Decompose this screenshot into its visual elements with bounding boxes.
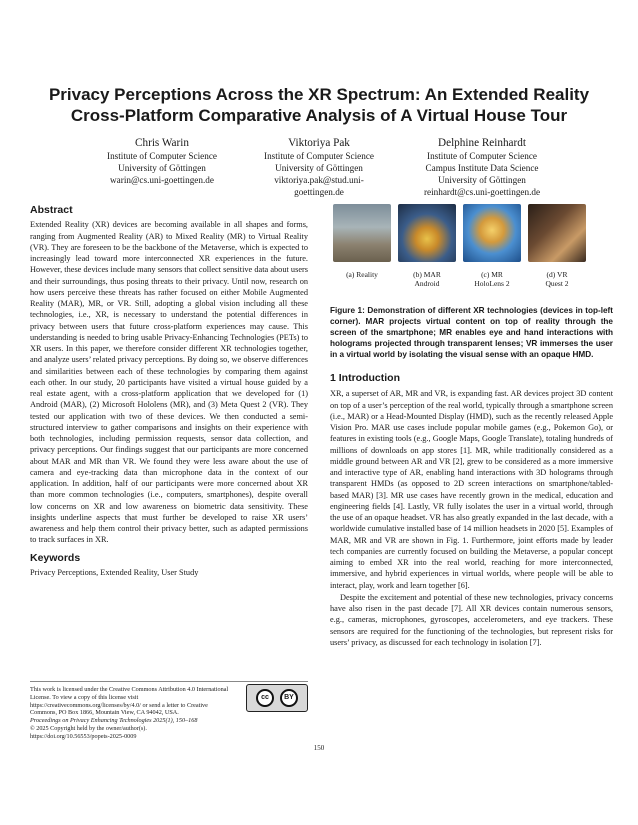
journal-line: Proceedings on Privacy Enhancing Technologies 2025(1), 150–168 [30, 717, 198, 725]
figure-panel [398, 204, 456, 288]
abstract-body: Extended Reality (XR) devices are becoming available in all shapes and forms, ranging from Augmented Reality (AR) to Mixed Reality (MR) to Virtual Reality (VR). They are foreseen to be the backbone of the Metaverse, which is expected to increasingly lead toward more interconnected XR experiences in the future. However, these devices include many sensors that collect sensitive data about users and their surroundings, thus posing threats to their privacy. Until now, research on how users perceive these threats has rather focused on either Mobile Augmented Reality (MAR), MR, or VR. Still, adopting a global vision including all these technologies, i.e., XR, is necessary to understand the potential differences in privacy between users that future cross-platform experiences may cause. This understanding is needed to bring usable Privacy-Enhancing Technologies (PETs) to XR users. In this paper, we therefore consider different XR technologies together, and analyze users’ related privacy perceptions. By doing so, we observe differences and similarities between each of these technologies by comparing them against each other. In our study, 20 participants have visited a virtual house guided by a real estate agent, with a cross-platform application that we developed for (1) Android (MAR), (2) Microsoft Hololens (MR), and (3) Meta Quest 2 (VR). They tested our application with two of these devices. We then conducted a semi-structured interview to gather comparisons and insights on their experience with both technologies, including permission requests, sensor data collection, and privacy perceptions. Our findings suggest that our participants are more concerned about MAR and MR than VR. We found they were less aware about the use of camera and eye-tracking data than microphone data in the context of our application. In addition, half of our participants were more concerned about XR than more common technologies (i.e., computers, smartphones), despite overall low concerns on XR and low awareness on biometric data sensitivity. These insights underline aspects that must further be developed to raise XR users’ awareness and help them control their privacy better, such as adapted permissions to track surfaces in XR. [30, 220, 308, 545]
intro-paragraph: Despite the excitement and potential of these new technologies, privacy concerns have also risen in the past decade [7]. All XR devices contain numerous sensors, e.g., cameras, microphones, gyroscopes, accelerometers, and eye trackers. These sensors are required for the functioning of the technologies, but represent risks for users’ privacy, as discussed for each technology in isolation [7]. [330, 592, 613, 647]
author-affiliation: University of Göttingen [275, 163, 363, 173]
mar-photo [398, 204, 456, 262]
author-affiliation: University of Göttingen [438, 175, 526, 185]
figure-label: (d) VR Quest 2 [545, 270, 569, 288]
paper-title [30, 84, 608, 126]
author-name: Viktoriya Pak [288, 137, 350, 149]
page-number: 150 [313, 744, 325, 752]
author-email: warin@cs.uni-goettingen.de [110, 175, 214, 185]
figure-panel [528, 204, 586, 288]
author-block [229, 136, 409, 198]
figure-panel [463, 204, 521, 288]
author-email: viktoriya.pak@stud.uni- [274, 175, 364, 185]
license-block [30, 681, 308, 741]
intro-paragraph: XR, a superset of AR, MR and VR, is expanding fast. AR devices project 3D content on top of a user’s perception of the real world, typically through a smartphone screen (i.e., MAR) or a Head-Mounted Display (HMD), such as the recently released Apple Vision Pro. MAR use cases include popular mobile games (e.g., Pokemon Go), or features in existing tools (e.g., Google Maps, Google Translate), totaling hundreds of millions of downloads on app stores [1]. MR, while traditionally considered as a middle ground between AR and VR [2], grew to be considered as a more immersive and interactive type of AR, enabling hand interactions with 3D holograms through transparent HMDs (as opposed to 2D screen interactions on smartphone/tabled-based MAR) [3]. MR use cases have recently grown in the medical, education and engineering fields [4]. Lastly, VR fully isolates the user in a virtual world, through the use of an opaque headset. VR has also greatly expanded in the last decade, with a worldwide cumulative installed base of 14 million headsets in 2020 [5]. Examples of MAR, MR and VR are shown in Fig. 1. Furthermore, joint efforts made by leader tech companies are currently focused on building the Metaverse, a popular concept aiming to embed XR into the real world, reaching for more interconnected, immersive, and hybrid experiences in virtual worlds, where people will be able to interact, play, work and learn together [6]. [330, 389, 613, 590]
abstract-heading: Abstract [30, 204, 73, 216]
figure-label: (a) Reality [346, 270, 378, 279]
author-block [392, 136, 572, 198]
figure-caption: Figure 1: Demonstration of different XR technologies (devices in top-left corner). MAR projects virtual content on top of reality through the screen of the smartphone; MR enables eye and hand interactions with holograms projected through transparent lenses; VR immerses the user in a virtual world by isolating the visual sense with an opaque HMD. [330, 306, 613, 359]
figure-label: (b) MAR Android [413, 270, 441, 288]
figure-panel [333, 204, 391, 279]
intro-heading: 1 Introduction [330, 372, 400, 384]
mr-photo [463, 204, 521, 262]
copyright-line: © 2025 Copyright held by the owner/author(s). [30, 724, 147, 732]
doi-link[interactable]: https://doi.org/10.56553/popets-2025-0009 [30, 732, 137, 740]
figure-label: (c) MR HoloLens 2 [474, 270, 510, 288]
left-column [30, 205, 308, 579]
author-affiliation: University of Göttingen [118, 163, 206, 173]
right-column [330, 373, 613, 649]
cc-by-badge[interactable] [246, 684, 308, 712]
author-email: reinhardt@cs.uni-goettingen.de [423, 187, 541, 197]
keywords-heading: Keywords [30, 551, 81, 564]
author-affiliation: Campus Institute Data Science [425, 163, 539, 173]
author-affiliation: Institute of Computer Science [427, 151, 537, 161]
author-email: goettingen.de [294, 187, 344, 197]
cc-icon: cc [256, 689, 274, 707]
vr-photo [528, 204, 586, 262]
keywords-body: Privacy Perceptions, Extended Reality, User Study [30, 567, 199, 577]
author-affiliation: Institute of Computer Science [264, 151, 374, 161]
title-line-1: Privacy Perceptions Across the XR Spectrum: An Extended Reality [48, 85, 590, 104]
title-line-2: Cross-Platform Comparative Analysis of A Virtual House Tour [70, 106, 568, 125]
author-name: Delphine Reinhardt [438, 137, 526, 149]
figure-row [330, 204, 613, 294]
reality-photo [333, 204, 391, 262]
person-icon: BY [280, 689, 298, 707]
author-name: Chris Warin [135, 137, 189, 149]
author-affiliation: Institute of Computer Science [107, 151, 217, 161]
license-text: This work is licensed under the Creative Commons Attribution 4.0 International License. To view a copy of this license visit https://creativecommons.org/licenses/by/4.0/ or send a letter to Creative Commons, PO Box 1866, Mountain View, CA 94042, USA. [30, 686, 229, 717]
author-block [72, 136, 252, 186]
